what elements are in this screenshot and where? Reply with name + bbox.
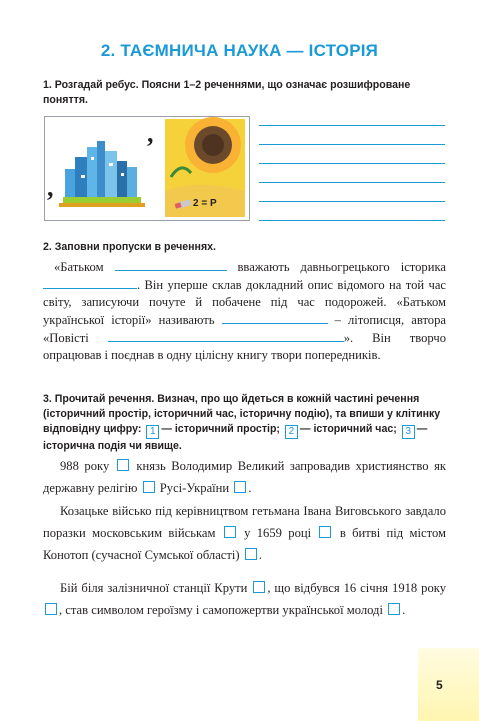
- task1-instruction: 1. Розгадай ребус. Поясни 1–2 реченнями, що означає розшифроване поняття.: [43, 79, 411, 106]
- answer-box-7[interactable]: [253, 581, 265, 593]
- task3-heading: 3. Прочитай речення. Визнач, про що йдеться в кожній частині речення (історичний простір, історичний час, історичну подію), та впиши у клітинку відповідну цифру: 1 — історичний простір; 2 — історичний час; 3 — історична подія чи явище.: [43, 393, 441, 452]
- task3-sentence-3: Бій біля залізничної станції Крути , що відбувся 16 січня 1918 року , став символом героїзму і самопожертви української молоді .: [43, 577, 446, 621]
- legend-box-1: 1: [146, 425, 159, 439]
- blank-herodotus[interactable]: [115, 258, 227, 271]
- legend-box-2: 2: [285, 425, 298, 439]
- answer-box-2[interactable]: [143, 481, 155, 493]
- task2-paragraph: «Батьком вважають давньогрецького історика . Він уперше склав докладний опис відомого на той час світу, записуючи почуте й побачене під час подорожей. «Батьком української історії» називають – літописця, автора «Повісті ». Він творчо опрацював і поєднав в одну цілісну книгу твори попередників.: [43, 260, 446, 362]
- answer-line-5[interactable]: [259, 201, 445, 202]
- rebus-formula: 2 = Р: [193, 198, 217, 209]
- answer-box-5[interactable]: [319, 526, 331, 538]
- answer-box-3[interactable]: [234, 481, 246, 493]
- blank-chronicle-title[interactable]: [108, 329, 344, 342]
- answer-box-6[interactable]: [245, 548, 257, 560]
- task3-sentence-2: Козацьке військо під керівництвом гетьмана Івана Виговського завдало поразки московським військам у 1659 році в битві під містом Конотоп (сучасної Сумської області) .: [43, 504, 446, 562]
- answer-box-8[interactable]: [45, 603, 57, 615]
- answer-line-1[interactable]: [259, 125, 445, 126]
- answer-line-2[interactable]: [259, 144, 445, 145]
- legend-box-3: 3: [402, 425, 415, 439]
- blank-chronicler[interactable]: [222, 311, 328, 324]
- page-number-tab: [418, 648, 479, 721]
- answer-box-4[interactable]: [224, 526, 236, 538]
- rebus-image: [44, 116, 250, 221]
- answer-line-6[interactable]: [259, 220, 445, 221]
- answer-line-3[interactable]: [259, 163, 445, 164]
- buildings-icon: [59, 141, 145, 207]
- task2-heading: 2. Заповни пропуски в реченнях.: [43, 241, 216, 253]
- answer-box-9[interactable]: [388, 603, 400, 615]
- answer-line-4[interactable]: [259, 182, 445, 183]
- task3-sentence-1: 988 року князь Володимир Великий запровадив християнство як державну релігію Русі-України .: [43, 459, 446, 495]
- page-number: 5: [436, 678, 443, 692]
- rebus-comma-top: ,: [147, 119, 154, 148]
- answer-box-1[interactable]: [117, 459, 129, 471]
- blank-historian[interactable]: [43, 276, 137, 289]
- page-title: 2. ТАЄМНИЧА НАУКА — ІСТОРІЯ: [100, 41, 379, 60]
- rebus-comma-bottom: ,: [47, 173, 54, 202]
